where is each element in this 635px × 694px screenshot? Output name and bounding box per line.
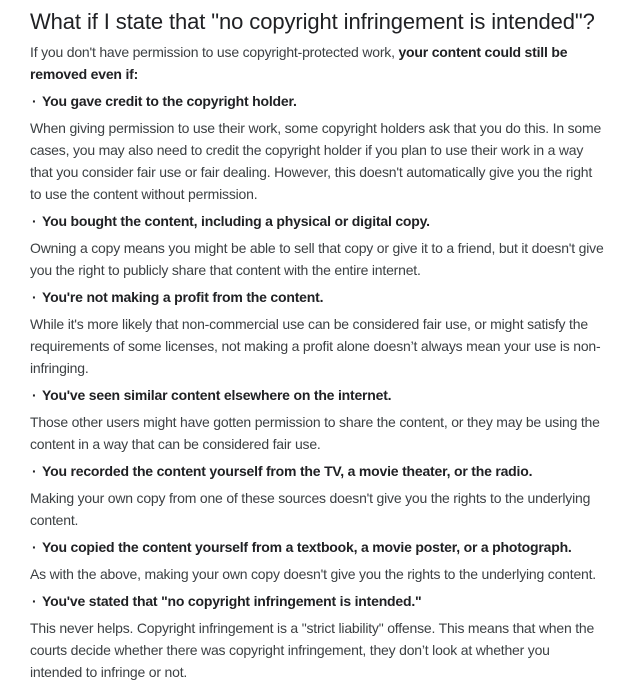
intro-paragraph — [30, 41, 605, 85]
bullet-heading: You recorded the content yourself from the TV, a movie theater, or the radio. — [42, 463, 533, 479]
bullet-heading: You've seen similar content elsewhere on the internet. — [42, 387, 392, 403]
bullet-explanation-copied: As with the above, making your own copy doesn't give you the rights to the underlying content. — [30, 566, 596, 582]
bullet-heading: You bought the content, including a physical or digital copy. — [42, 213, 430, 229]
bullet-icon: · — [32, 539, 37, 555]
bullet-icon: · — [32, 213, 37, 229]
bullet-point-bought — [30, 210, 605, 232]
bullet-point-no-profit — [30, 286, 605, 308]
intro-text: If you don't have permission to use copyright-protected work, — [30, 44, 399, 60]
intro-bold-text: your content could still be removed even if: — [30, 44, 568, 82]
bullet-icon: · — [32, 463, 37, 479]
bullet-point-recorded — [30, 460, 605, 482]
bullet-explanation-bought: Owning a copy means you might be able to sell that copy or give it to a friend, but it doesn't give you the right to publicly share that content with the entire internet. — [30, 240, 604, 278]
bullet-icon: · — [32, 593, 37, 609]
bullet-point-copied — [30, 536, 605, 558]
bullet-explanation-recorded: Making your own copy from one of these sources doesn't give you the rights to the underlying content. — [30, 490, 591, 528]
bullet-heading: You're not making a profit from the content. — [42, 289, 324, 305]
page-title: What if I state that "no copyright infringement is intended"? — [30, 9, 595, 34]
bullet-icon: · — [32, 289, 37, 305]
bullet-heading: You gave credit to the copyright holder. — [42, 93, 297, 109]
bullet-point-credit — [30, 90, 605, 112]
bullet-point-stated-no-infringement — [30, 590, 605, 612]
bullet-point-similar-content — [30, 384, 605, 406]
bullet-icon: · — [32, 387, 37, 403]
bullet-explanation-stated-no-infringement: This never helps. Copyright infringement is a "strict liability" offense. This means that when the courts decide whether there was copyright infringement, they don’t look at whether you intended to infringe or not. — [30, 620, 595, 680]
bullet-heading: You copied the content yourself from a textbook, a movie poster, or a photograph. — [42, 539, 572, 555]
bullet-explanation-no-profit: While it's more likely that non-commercial use can be considered fair use, or might satisfy the requirements of some licenses, not making a profit alone doesn’t always mean your use is non-infringing. — [30, 316, 601, 376]
bullet-icon: · — [32, 93, 37, 109]
bullet-explanation-similar-content: Those other users might have gotten permission to share the content, or they may be using the content in a way that can be considered fair use. — [30, 414, 600, 452]
bullet-heading: You've stated that "no copyright infringement is intended." — [42, 593, 422, 609]
bullet-explanation-credit: When giving permission to use their work, some copyright holders ask that you do this. In some cases, you may also need to credit the copyright holder if you plan to use their work in a way that you consider fair use or fair dealing. However, this doesn't automatically give you the right to use the content without permission. — [30, 120, 602, 202]
